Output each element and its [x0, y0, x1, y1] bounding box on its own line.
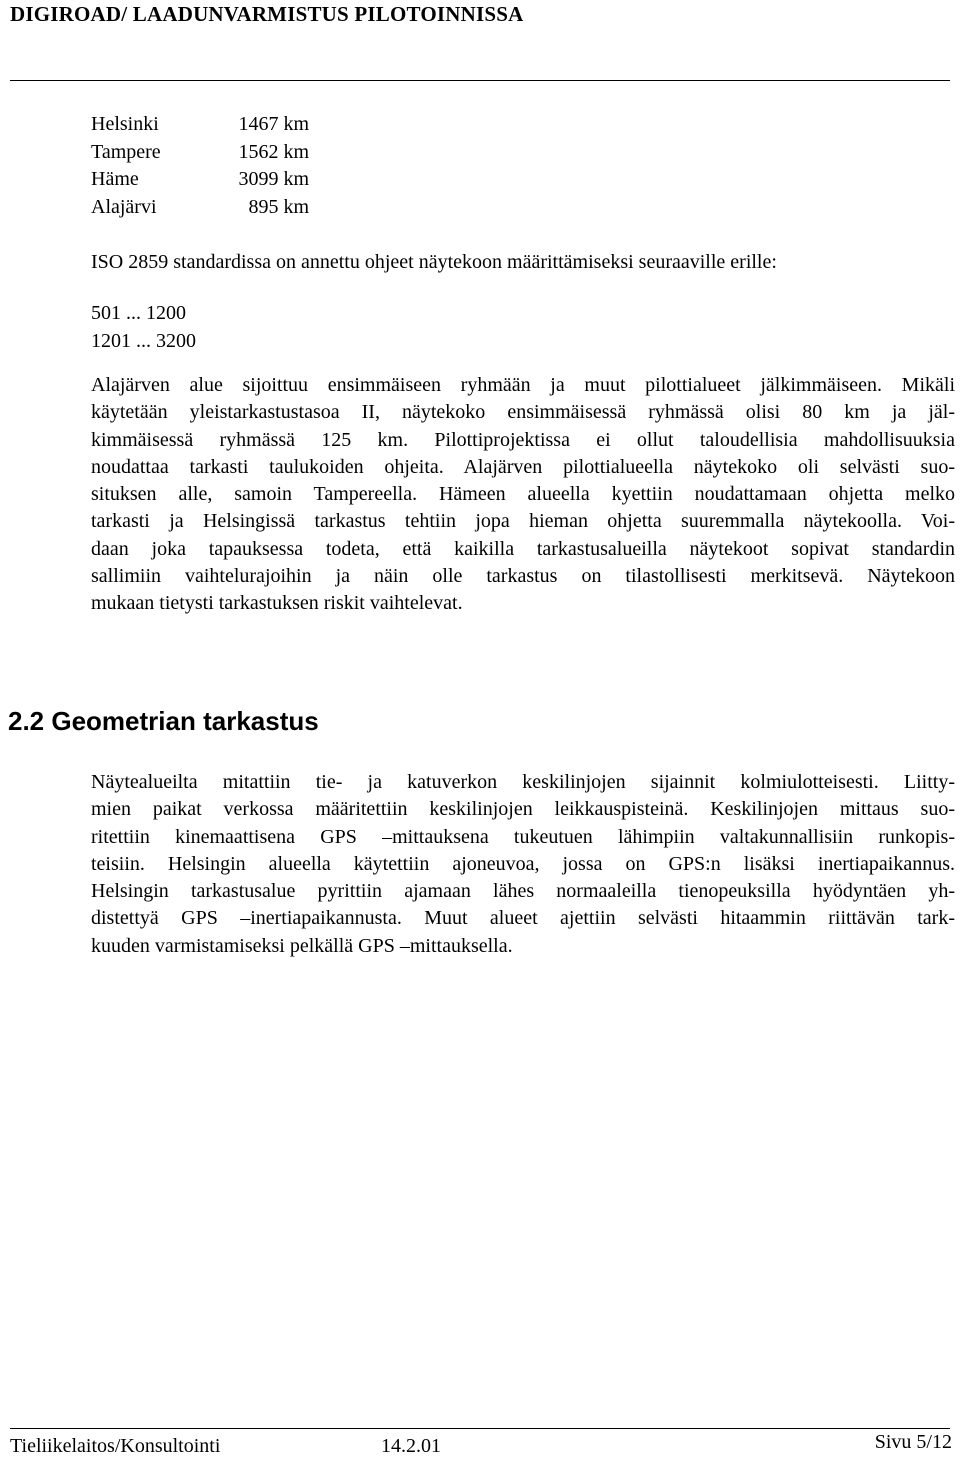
footer-divider: [10, 1428, 950, 1429]
paragraph-line: teisiin. Helsingin alueella käytettiin ajoneuvoa, jossa on GPS:n lisäksi inertiapaikannus.: [91, 852, 955, 875]
paragraph-line: käytetään yleistarkastustasoa II, näytekoko ensimmäisessä ryhmässä olisi 80 km ja jäl-: [91, 401, 955, 424]
km-city: Häme: [91, 168, 139, 190]
footer-page-number: Sivu 5/12: [874, 1431, 952, 1453]
paragraph-geometry: [91, 769, 955, 960]
range-line: 501 ... 1200: [91, 302, 186, 324]
footer-date: 14.2.01: [381, 1435, 441, 1457]
paragraph-line: ritettiin kinemaattisena GPS –mittauksena tukeutuen lähimpiin valtakunnallisiin runkopis-: [91, 825, 955, 848]
paragraph-line: mien paikat verkossa määritettiin keskilinjojen leikkauspisteinä. Keskilinjojen mittaus suo-: [91, 798, 955, 821]
km-city: Tampere: [91, 140, 161, 163]
paragraph-line: noudattaa tarkasti taulukoiden ohjeita. Alajärven pilottialueella näytekoko oli selvästi suo-: [91, 455, 955, 478]
paragraph-line: mukaan tietysti tarkastuksen riskit vaihtelevat.: [91, 592, 463, 615]
km-table: [91, 111, 309, 221]
km-row: [91, 139, 309, 167]
paragraph-line: tarkasti ja Helsingissä tarkastus tehtiin jopa hieman ohjetta suuremmalla näytekoolla. Voi-: [91, 510, 955, 533]
km-row: [91, 194, 309, 222]
km-city: Alajärvi: [91, 195, 157, 218]
paragraph-line: kuuden varmistamiseksi pelkällä GPS –mittauksella.: [91, 934, 513, 957]
paragraph-line: Alajärven alue sijoittuu ensimmäiseen ryhmään ja muut pilottialueet jälkimmäiseen. Mikäli: [91, 374, 955, 396]
km-value: 1562 km: [238, 140, 309, 163]
paragraph-line: distettyä GPS –inertiapaikannusta. Muut alueet ajettiin selvästi hitaammin riittävän tark-: [91, 907, 955, 930]
km-row: [91, 111, 309, 139]
paragraph-line: sallimiin vaihtelurajoihin ja näin olle tarkastus on tilastollisesti merkitsevä. Näytekoon: [91, 565, 955, 588]
document-header-title: DIGIROAD/ LAADUNVARMISTUS PILOTOINNISSA: [10, 2, 524, 26]
km-city: Helsinki: [91, 113, 159, 135]
section-heading: 2.2 Geometrian tarkastus: [8, 706, 319, 736]
km-value: 895 km: [248, 195, 309, 218]
paragraph-line: Helsingin tarkastusalue pyrittiin ajamaan lähes normaaleilla tienopeuksilla hyödyntäen yh-: [91, 880, 955, 903]
paragraph-line: situksen alle, samoin Tampereella. Hämeen alueella kyettiin noudattamaan ohjetta melko: [91, 483, 955, 506]
header-divider: [10, 80, 950, 81]
iso-standard-line: ISO 2859 standardissa on annettu ohjeet näytekoon määrittämiseksi seuraaville erille:: [91, 251, 777, 273]
km-value: 3099 km: [238, 168, 309, 190]
paragraph-line: daan joka tapauksessa todeta, että kaikilla tarkastusalueilla näytekoot sopivat standardin: [91, 537, 955, 560]
paragraph-line: Näytealueilta mitattiin tie- ja katuverkon keskilinjojen sijainnit kolmiulotteisesti. Liitty-: [91, 771, 955, 793]
range-line: 1201 ... 3200: [91, 330, 196, 352]
paragraph-sample-size: [91, 372, 955, 618]
km-row: [91, 166, 309, 194]
footer-organization: Tieliikelaitos/Konsultointi: [10, 1435, 221, 1457]
paragraph-line: kimmäisessä ryhmässä 125 km. Pilottiprojektissa ei ollut taloudellisia mahdollisuuksia: [91, 428, 955, 451]
km-value: 1467 km: [238, 113, 309, 135]
